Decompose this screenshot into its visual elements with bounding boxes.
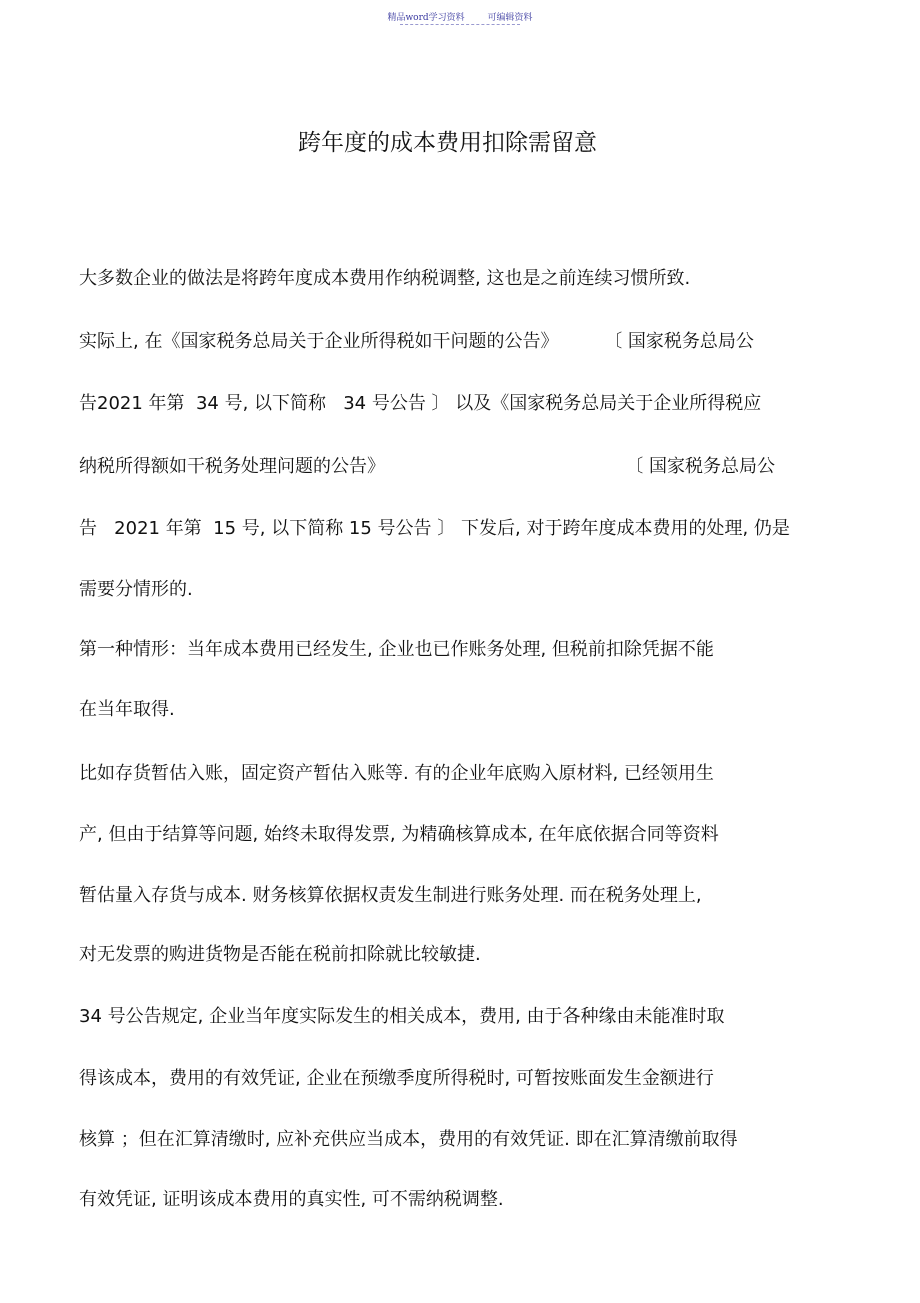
document-title: 跨年度的成本费用扣除需留意 [298, 130, 597, 156]
body-line: 纳税所得额如干税务处理问题的公告》 〔 国家税务总局公 [79, 456, 776, 477]
page-header-note [0, 10, 920, 23]
body-line: 对无发票的购进货物是否能在税前扣除就比较敏捷. [79, 944, 481, 965]
body-line: 告 2021 年第 15 号, 以下简称 15 号公告 〕 下发后, 对于跨年度成本费用的处理, 仍是 [79, 518, 790, 539]
body-line: 核算 ；但在汇算清缴时, 应补充供应当成本，费用的有效凭证. 即在汇算清缴前取得 [79, 1129, 738, 1150]
body-line: 得该成本，费用的有效凭证, 企业在预缴季度所得税时, 可暂按账面发生金额进行 [79, 1068, 714, 1089]
body-line: 实际上, 在《国家税务总局关于企业所得税如干问题的公告》 〔 国家税务总局公 [79, 331, 754, 352]
body-line: 告2021 年第 34 号, 以下简称 34 号公告 〕 以及《国家税务总局关于企业所得税应 [79, 393, 762, 414]
body-line: 需要分情形的. [79, 579, 193, 600]
body-line: 大多数企业的做法是将跨年度成本费用作纳税调整, 这也是之前连续习惯所致. [79, 268, 691, 289]
header-divider [400, 24, 520, 25]
body-line: 暂估量入存货与成本. 财务核算依据权责发生制进行账务处理. 而在税务处理上, [79, 885, 702, 906]
body-line: 比如存货暂估入账，固定资产暂估入账等. 有的企业年底购入原材料, 已经领用生 [79, 763, 714, 784]
body-line: 有效凭证, 证明该成本费用的真实性, 可不需纳税调整. [79, 1189, 504, 1210]
body-line: 产, 但由于结算等问题, 始终未取得发票, 为精确核算成本, 在年底依据合同等资料 [79, 824, 719, 845]
body-line: 第一种情形：当年成本费用已经发生, 企业也已作账务处理, 但税前扣除凭据不能 [79, 639, 714, 660]
header-left-text: 精品word学习资料 [387, 13, 465, 23]
body-line: 在当年取得. [79, 699, 175, 720]
header-right-text: 可编辑资料 [487, 13, 533, 23]
body-line: 34 号公告规定, 企业当年度实际发生的相关成本，费用, 由于各种缘由未能准时取 [79, 1006, 725, 1027]
